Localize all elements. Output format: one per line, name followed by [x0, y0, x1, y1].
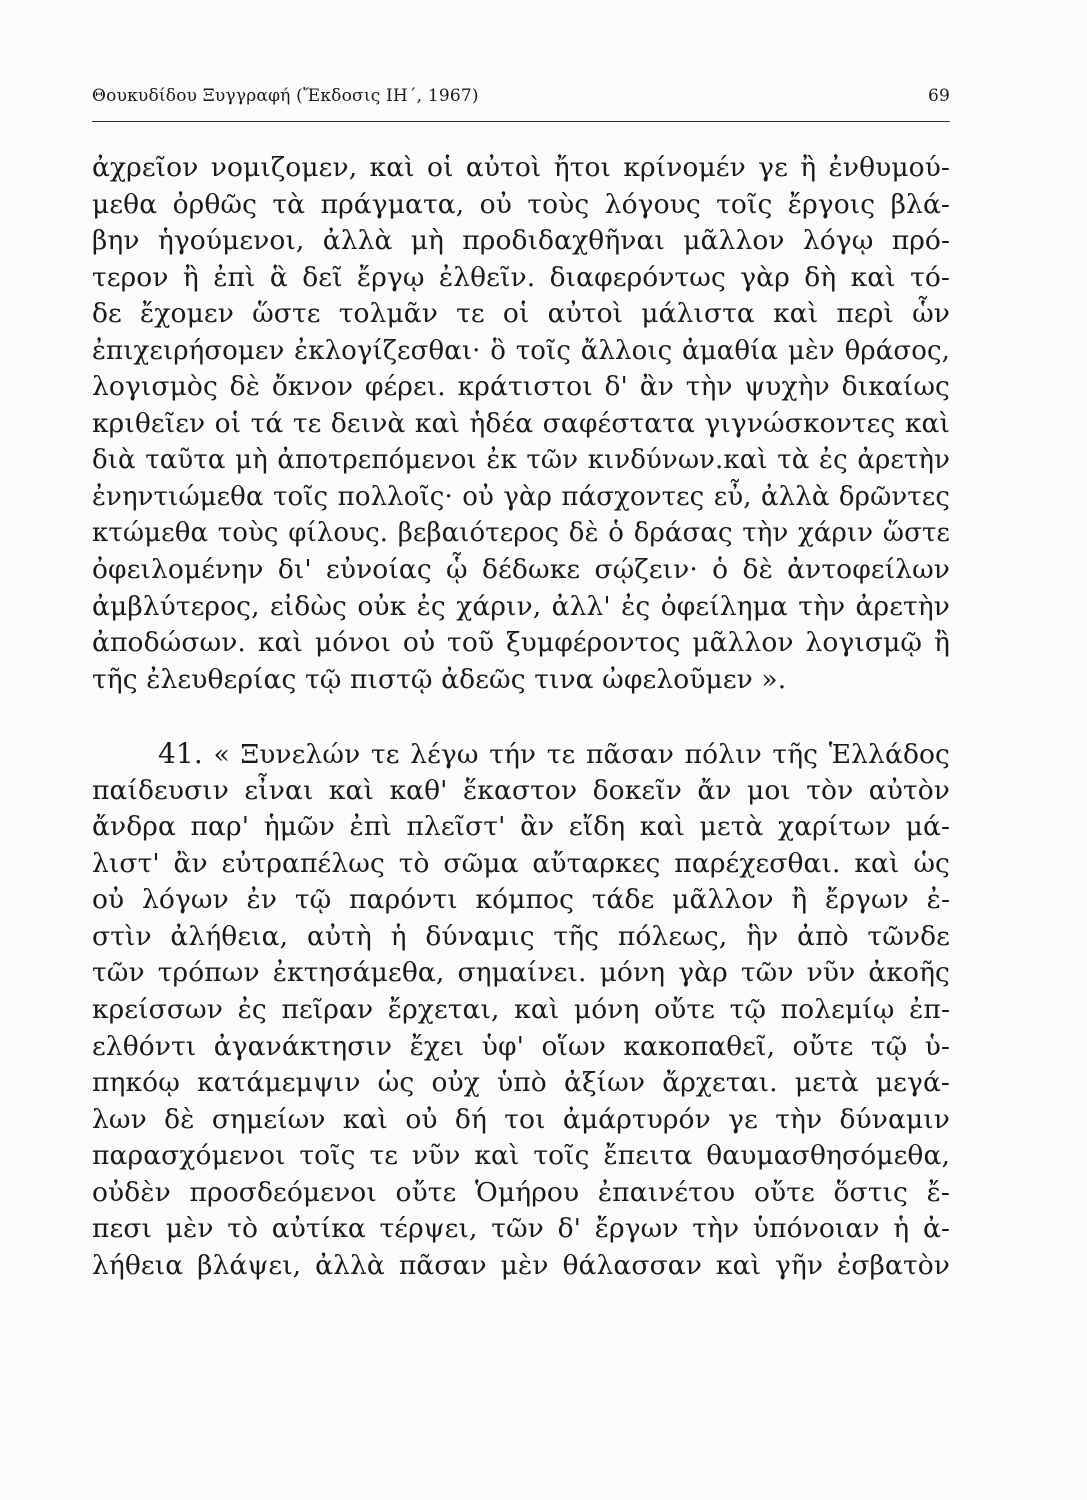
section-41-opening: « Ξυνελών τε λέγω τήν τε πᾶσαν πόλιν τῆς Ἑλλάδος: [213, 739, 950, 771]
text-line: κρείσσων ἐς πεῖραν ἔρχεται, καὶ μόνη οὔτε τῷ πολεμίῳ ἐπ-: [92, 994, 950, 1026]
text-line: βην ἡγούμενοι, ἀλλὰ μὴ προδιδαχθῆναι μᾶλλον λόγῳ πρό-: [92, 225, 950, 257]
text-line: οὐδὲν προσδεόμενοι οὔτε Ὁμήρου ἐπαινέτου οὔτε ὅστις ἔ-: [92, 1176, 950, 1208]
text-line: ἀμβλύτερος, εἰδὼς οὐκ ἐς χάριν, ἀλλ' ἐς ὀφείλημα τὴν ἀρετὴν: [92, 590, 950, 622]
text-line: τῶν τρόπων ἐκτησάμεθα, σημαίνει. μόνη γὰρ τῶν νῦν ἀκοῆς: [92, 957, 950, 989]
text-line: πεσι μὲν τὸ αὐτίκα τέρψει, τῶν δ' ἔργων τὴν ὑπόνοιαν ἡ ἀ-: [92, 1213, 950, 1245]
text-line: λογισμὸς δὲ ὄκνον φέρει. κράτιστοι δ' ἂν τὴν ψυχὴν δικαίως: [92, 371, 950, 403]
running-title: Θουκυδίδου Ξυγγραφή (Ἔκδοσις ΙΗ΄, 1967): [92, 86, 479, 106]
text-line: ὀφειλομένην δι' εὐνοίας ᾧ δέδωκε σῴζειν· ὁ δὲ ἀντοφείλων: [92, 554, 950, 586]
header-rule: [92, 121, 950, 122]
text-line: κριθεῖεν οἱ τά τε δεινὰ καὶ ἡδέα σαφέστατα γιγνώσκοντες καὶ: [92, 407, 950, 439]
running-header: [92, 86, 950, 116]
text-line: λήθεια βλάψει, ἀλλὰ πᾶσαν μὲν θάλασσαν καὶ γῆν ἐσβατὸν: [92, 1249, 950, 1281]
section-41-first-line: [92, 736, 950, 773]
text-line: κτώμεθα τοὺς φίλους. βεβαιότερος δὲ ὁ δράσας τὴν χάριν ὥστε: [92, 518, 950, 549]
text-line: λιστ' ἂν εὐτραπέλως τὸ σῶμα αὔταρκες παρέχεσθαι. καὶ ὡς: [92, 847, 950, 879]
text-line: ἄνδρα παρ' ἡμῶν ἐπὶ πλεῖστ' ἂν εἴδη καὶ μετὰ χαρίτων μά-: [92, 811, 950, 843]
text-line: παίδευσιν εἶναι καὶ καθ' ἕκαστον δοκεῖν ἄν μοι τὸν αὐτὸν: [92, 774, 950, 806]
text-line: τῆς ἐλευθερίας τῷ πιστῷ ἀδεῶς τινα ὠφελοῦμεν ».: [92, 663, 787, 695]
text-line: ελθόντι ἀγανάκτησιν ἔχει ὑφ' οἵων κακοπαθεῖ, οὔτε τῷ ὑ-: [92, 1030, 950, 1062]
text-line: ἀποδώσων. καὶ μόνοι οὐ τοῦ ξυμφέροντος μᾶλλον λογισμῷ ἢ: [92, 627, 950, 659]
section-number: 41.: [158, 737, 203, 771]
text-line: παρασχόμενοι τοῖς τε νῦν καὶ τοῖς ἔπειτα θαυμασθησόμεθα,: [92, 1140, 950, 1172]
text-line: ἐπιχειρήσομεν ἐκλογίζεσθαι· ὃ τοῖς ἄλλοις ἀμαθία μὲν θράσος,: [92, 335, 950, 366]
text-line: οὐ λόγων ἐν τῷ παρόντι κόμπος τάδε μᾶλλον ἢ ἔργων ἐ-: [92, 884, 950, 916]
text-line: δε ἔχομεν ὥστε τολμᾶν τε οἱ αὐτοὶ μάλιστα καὶ περὶ ὧν: [92, 298, 950, 330]
text-line: πηκόῳ κατάμεμψιν ὡς οὐχ ὑπὸ ἀξίων ἄρχεται. μετὰ μεγά-: [92, 1067, 950, 1099]
text-line: ἀχρεῖον νομιζομεν, καὶ οἱ αὐτοὶ ἤτοι κρίνομέν γε ἢ ἐνθυμού-: [92, 152, 950, 183]
text-line: μεθα ὀρθῶς τὰ πράγματα, οὐ τοὺς λόγους τοῖς ἔργοις βλά-: [92, 188, 950, 220]
page-number: 69: [927, 86, 950, 106]
text-line: τερον ἢ ἐπὶ ἃ δεῖ ἔργῳ ἐλθεῖν. διαφερόντως γὰρ δὴ καὶ τό-: [92, 261, 950, 293]
text-line: ἐνηντιώμεθα τοῖς πολλοῖς· οὐ γὰρ πάσχοντες εὖ, ἀλλὰ δρῶντες: [92, 481, 950, 512]
text-line: λων δὲ σημείων καὶ οὐ δή τοι ἀμάρτυρόν γε τὴν δύναμιν: [92, 1103, 950, 1135]
text-line: στὶν ἀλήθεια, αὐτὴ ἡ δύναμις τῆς πόλεως, ἣν ἀπὸ τῶνδε: [92, 920, 950, 952]
text-line: διὰ ταῦτα μὴ ἀποτρεπόμενοι ἐκ τῶν κινδύνων.καὶ τὰ ἐς ἀρετὴν: [92, 445, 950, 476]
paragraph-gap: [92, 698, 950, 736]
body-text: [92, 150, 950, 1284]
